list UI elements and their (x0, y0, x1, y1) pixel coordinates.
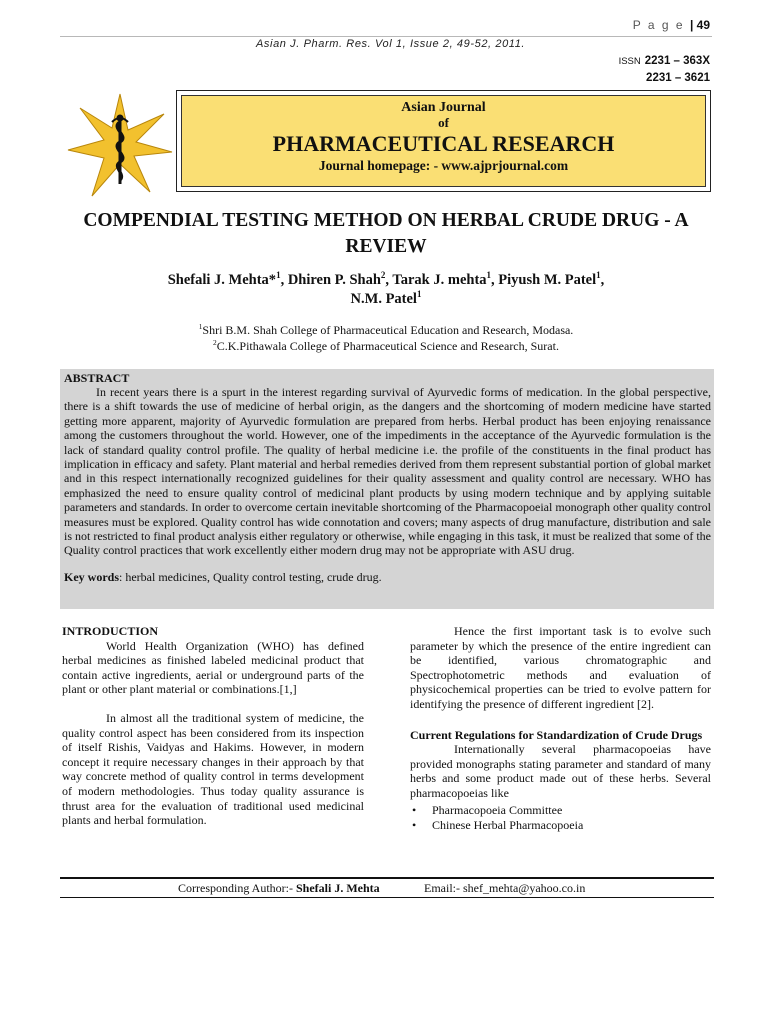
author: Dhiren P. Shah$^2$, (287, 270, 393, 288)
pharmacopoeia-list (410, 803, 711, 833)
journal-citation: Asian J. Pharm. Res. Vol 1, Issue 2, 49-52, 2011. (256, 38, 526, 50)
journal-name-line2: of (438, 115, 449, 130)
introduction-paragraph: World Health Organization (WHO) has defined herbal medicines as finished labeled medicinal product that contain active ingredients, aerial or underground parts of the plant or other plant material or combinations.[1,] (62, 638, 364, 697)
issn-online: 2231 – 3621 (646, 72, 710, 84)
journal-logo-caduceus-icon (66, 92, 174, 200)
author: Shefali J. Mehta*$^1$, (167, 270, 288, 288)
abstract-box (60, 369, 714, 609)
page-number-value: | 49 (689, 18, 710, 32)
regulations-heading: Current Regulations for Standardization of Crude Drugs (410, 727, 703, 742)
corresponding-author-name: Shefali J. Mehta (296, 881, 380, 895)
corresponding-author: Corresponding Author:- Shefali J. Mehta (178, 881, 380, 895)
issn-block (619, 53, 710, 86)
keywords-label: Key words (64, 569, 119, 584)
author-list (60, 271, 712, 309)
issn-label: ISSN (618, 56, 641, 67)
footer-rule-top (60, 877, 714, 879)
header-rule (60, 36, 712, 37)
list-item: • Pharmacopoeia Committee (412, 802, 563, 817)
body-paragraph: Internationally several pharmacopoeias have provided monographs stating parameter and standard of many herbs and some product made out of these herbs. Several pharmacopoeias like (410, 742, 711, 800)
body-paragraph: Hence the first important task is to evolve such parameter by which the presence of the entire ingredient can be identified, various chromatographic and Spectrophotometric methods and evaluation of physicochemical properties can be tried to evolve pattern for identifying the presence of different ingredient [2]. (410, 624, 711, 711)
bullet-icon: • (412, 817, 417, 832)
issn-print: 2231 – 363X (644, 55, 710, 67)
keywords-list: : herbal medicines, Quality control testing, crude drug. (119, 569, 382, 584)
abstract-heading: ABSTRACT (64, 371, 130, 385)
corresponding-email: Email:- shef_mehta@yahoo.co.in (424, 881, 586, 895)
introduction-heading: INTRODUCTION (62, 624, 159, 638)
abstract-text: In recent years there is a spurt in the interest regarding survival of Ayurvedic forms of medication. In the global perspective, there is a shift towards the use of medicine of herbal origin, as the dangers and the shortcoming of modern medicine have started getting more apparent, majority of Ayurvedic formulation are prepared from herbs. Herbal product has been enjoying renaissance among the customers throughout the world. However, one of the impediments in the acceptance of the Ayurvedic formulation is the lack of standard quality control profile. The quality of herbal medicine i.e. the profile of the constituents in the final product has implication in efficacy and safety. Plant material and herbal remedies derived from them represent substantial portion of global market and in this respect internationally recognized guidelines for their quality assessment and quality control are necessary. WHO has emphasized the need to ensure quality control of medicinal plant products by using modern technique and by applying suitable parameters and standards. In order to overcome certain inevitable shortcoming of the Pharmacopoeial monograph other quality control measures must be explored. Quality control has wide connotation and covers; many aspects of drug manufacture, distribution and sale is not restricted to final product analysis either regulatory or otherwise, while engaging in this task, it must be realized that some of the Quality control practices that work excellently either modern drug may not be appropriate with ASU drug. (64, 385, 711, 558)
body-column-left (62, 624, 364, 828)
bullet-icon: • (412, 802, 417, 817)
author: Piyush M. Patel$^1$, (498, 270, 605, 288)
journal-banner (176, 90, 711, 192)
body-column-right (410, 624, 711, 833)
page-number (633, 18, 710, 32)
page-label: P a g e (632, 18, 685, 32)
journal-banner-fill (181, 95, 706, 187)
affiliation: $^2$C.K.Pithawala College of Pharmaceutical Science and Research, Surat. (213, 338, 559, 353)
author: N.M. Patel$^1$ (350, 289, 422, 307)
affiliations (60, 322, 712, 354)
affiliation: $^1$Shri B.M. Shah College of Pharmaceutical Education and Research, Modasa. (198, 322, 574, 337)
journal-name-line1: Asian Journal (401, 100, 486, 115)
introduction-paragraph: In almost all the traditional system of medicine, the quality control aspect has been considered from its inspection of itself Rishis, Vaidyas and Hakims. However, in modern concept it require necessary changes in their approach by that way concrete method of quality control in terms development of modern methodologies. Thus today quality assurance is thrust area for the evaluation of traditional used medicinal plants and herbal formulation. (62, 710, 364, 828)
journal-homepage: Journal homepage: - www.ajprjournal.com (318, 158, 569, 173)
journal-title: PHARMACEUTICAL RESEARCH (272, 131, 615, 156)
keywords (64, 570, 711, 584)
footer-rule-bottom (60, 897, 714, 898)
paper-title: COMPENDIAL TESTING METHOD ON HERBAL CRUDE DRUG - A REVIEW (83, 210, 689, 257)
list-item: • Chinese Herbal Pharmacopoeia (412, 817, 584, 832)
author: Tarak J. mehta$^1$, (392, 270, 499, 288)
